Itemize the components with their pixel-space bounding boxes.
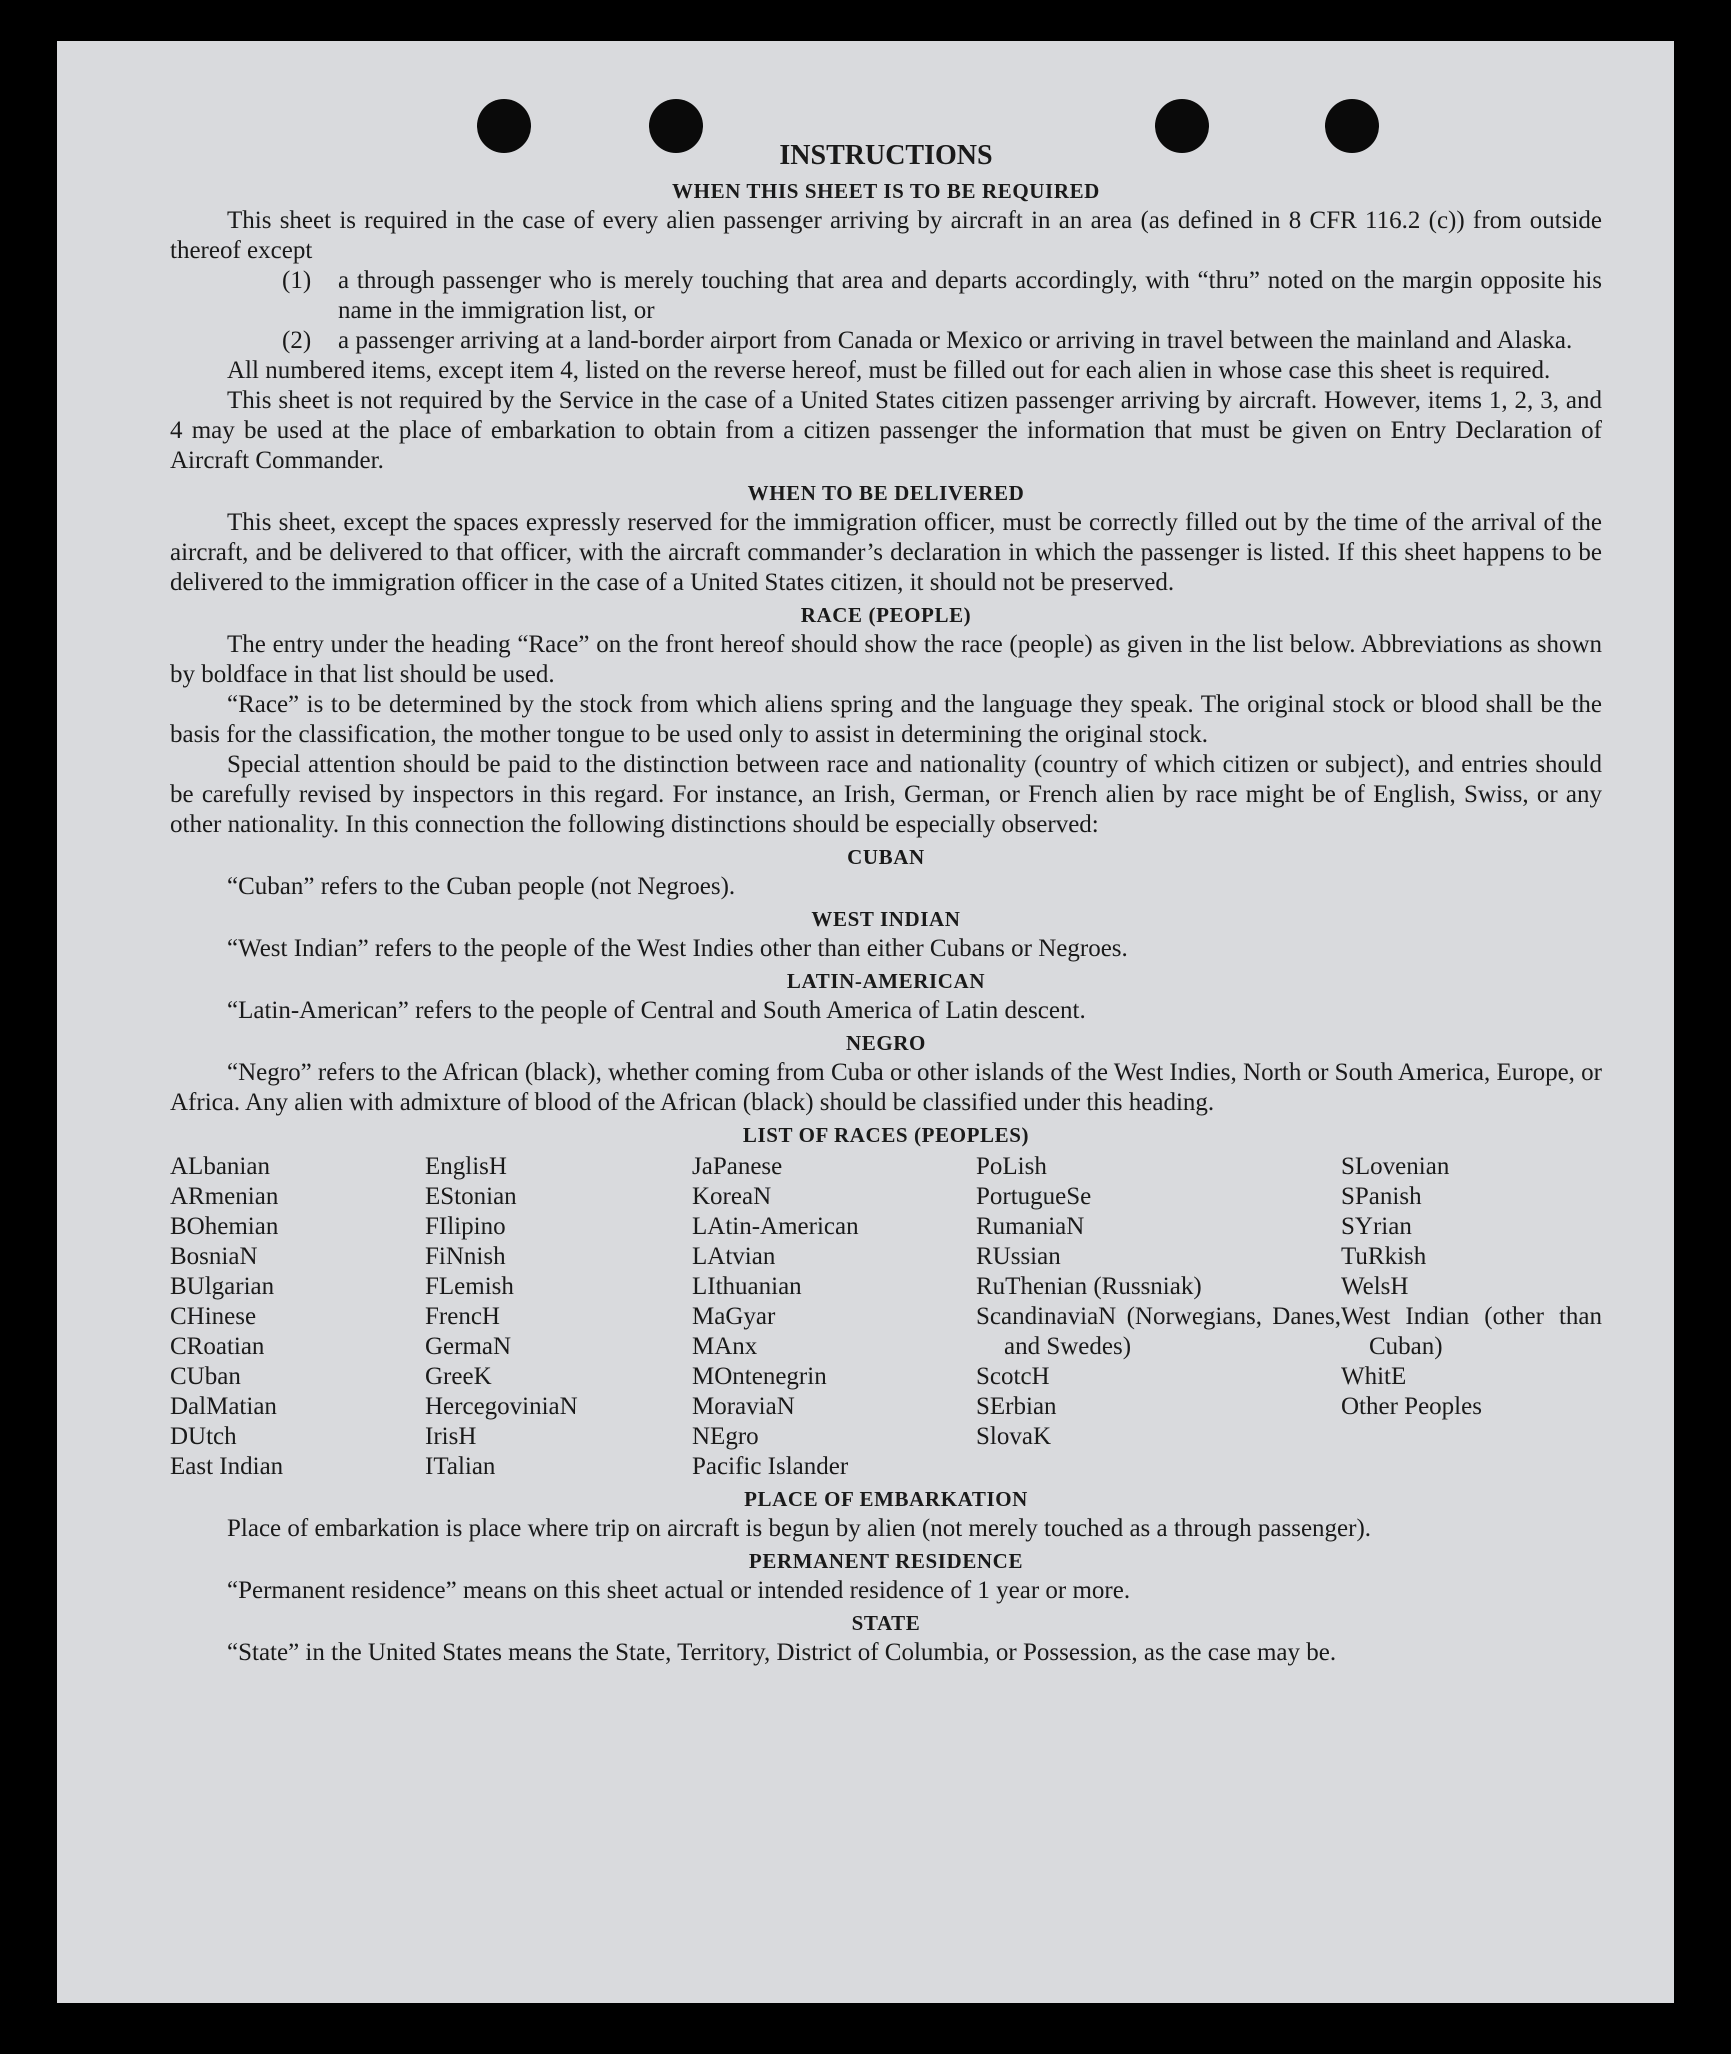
definition-text: “Latin-American” refers to the people of Central and South America of Latin descent. bbox=[227, 997, 1086, 1024]
item-number: (2) bbox=[282, 327, 312, 354]
race-entry: ALbanian bbox=[170, 1153, 270, 1180]
race-entry: MOntenegrin bbox=[692, 1363, 827, 1390]
races-column-2 bbox=[425, 1152, 692, 1482]
page-title: INSTRUCTIONS bbox=[779, 140, 993, 171]
race-entry: IrisH bbox=[425, 1423, 477, 1450]
race-entry: LAtvian bbox=[692, 1243, 776, 1270]
race-entry: ARmenian bbox=[170, 1183, 279, 1210]
section-heading-list-of-races: LIST OF RACES (PEOPLES) bbox=[742, 1123, 1030, 1147]
item-text: a through passenger who is merely touching that area and departs accordingly, with “thru” noted on the margin opposite his name in the immigration list, or bbox=[338, 267, 1602, 324]
race-entry: LIthuanian bbox=[692, 1273, 802, 1300]
item-number: (1) bbox=[282, 267, 312, 294]
paragraph: “State” in the United States means the State, Territory, District of Columbia, or Possession, as the case may be. bbox=[227, 1639, 1337, 1666]
race-entry: EnglisH bbox=[425, 1153, 507, 1180]
race-entry: DUtch bbox=[170, 1423, 237, 1450]
race-entry: SLovenian bbox=[1341, 1153, 1450, 1180]
paragraph: This sheet, except the spaces expressly reserved for the immigration officer, must be correctly filled out by the time of the arrival of the aircraft, and be delivered to that officer, with the aircraft commander’s declaration in which the passenger is listed. If this sheet happens to be delivered to the immigration officer in the case of a United States citizen, it should not be preserved. bbox=[170, 509, 1602, 596]
race-entry: WelsH bbox=[1341, 1273, 1409, 1300]
instructions-content bbox=[170, 136, 1602, 1668]
race-entry: RUssian bbox=[976, 1243, 1061, 1270]
race-entry: NEgro bbox=[692, 1423, 759, 1450]
paragraph: All numbered items, except item 4, listed on the reverse hereof, must be filled out for each alien in whose case this sheet is required. bbox=[227, 357, 1551, 384]
race-entry: KoreaN bbox=[692, 1183, 772, 1210]
race-entry: ScotcH bbox=[976, 1363, 1050, 1390]
section-heading-when-delivered: WHEN TO BE DELIVERED bbox=[747, 481, 1025, 505]
definition-text: “Negro” refers to the African (black), whether coming from Cuba or other islands of the West Indies, North or South America, Europe, or Africa. Any alien with admixture of blood of the African (black) should be classified under this heading. bbox=[170, 1059, 1602, 1116]
race-entry: SYrian bbox=[1341, 1213, 1412, 1240]
race-entry: DalMatian bbox=[170, 1393, 277, 1420]
section-heading-cuban: CUBAN bbox=[847, 845, 925, 869]
race-entry: West Indian (other than Cuban) bbox=[1341, 1303, 1602, 1360]
race-entry: CUban bbox=[170, 1363, 241, 1390]
race-entry: WhitE bbox=[1341, 1363, 1407, 1390]
race-entry: MaGyar bbox=[692, 1303, 776, 1330]
paragraph: The entry under the heading “Race” on the front hereof should show the race (people) as given in the list below. Abbreviations as shown by boldface in that list should be used. bbox=[170, 631, 1602, 688]
race-entry: TuRkish bbox=[1341, 1243, 1427, 1270]
section-heading-negro: NEGRO bbox=[845, 1031, 926, 1055]
race-entry: FiNnish bbox=[425, 1243, 506, 1270]
definition-text: “Cuban” refers to the Cuban people (not Negroes). bbox=[227, 873, 736, 900]
race-entry: FrencH bbox=[425, 1303, 500, 1330]
section-heading-state: STATE bbox=[851, 1611, 921, 1635]
races-column-5 bbox=[1341, 1152, 1602, 1482]
races-list bbox=[170, 1152, 1602, 1482]
race-entry: FIlipino bbox=[425, 1213, 506, 1240]
race-entry: GreeK bbox=[425, 1363, 492, 1390]
race-entry: CHinese bbox=[170, 1303, 257, 1330]
race-entry: EStonian bbox=[425, 1183, 517, 1210]
definition-text: “West Indian” refers to the people of the West Indies other than either Cubans or Negroes. bbox=[227, 935, 1128, 962]
race-entry: Pacific Islander bbox=[692, 1453, 849, 1480]
document-page bbox=[57, 41, 1674, 2003]
race-entry: MAnx bbox=[692, 1333, 758, 1360]
item-text: a passenger arriving at a land-border airport from Canada or Mexico or arriving in travel between the mainland and Alaska. bbox=[338, 327, 1573, 354]
race-entry: SlovaK bbox=[976, 1423, 1051, 1450]
race-entry: Other Peoples bbox=[1341, 1393, 1482, 1420]
race-entry: PoLish bbox=[976, 1153, 1047, 1180]
race-entry: SPanish bbox=[1341, 1183, 1422, 1210]
race-entry: RuThenian (Russniak) bbox=[976, 1273, 1202, 1300]
race-entry: BosniaN bbox=[170, 1243, 258, 1270]
races-column-3 bbox=[692, 1152, 976, 1482]
list-item bbox=[282, 326, 1602, 356]
section-heading-embarkation: PLACE OF EMBARKATION bbox=[744, 1487, 1028, 1511]
paragraph: Place of embarkation is place where trip on aircraft is begun by alien (not merely touched as a through passenger). bbox=[227, 1515, 1372, 1542]
race-entry: RumaniaN bbox=[976, 1213, 1085, 1240]
race-entry: ITalian bbox=[425, 1453, 496, 1480]
section-heading-latin-american: LATIN-AMERICAN bbox=[786, 969, 986, 993]
section-heading-when-required: WHEN THIS SHEET IS TO BE REQUIRED bbox=[672, 179, 1100, 203]
race-entry: East Indian bbox=[170, 1453, 284, 1480]
list-item bbox=[282, 266, 1602, 326]
paragraph: This sheet is not required by the Service in the case of a United States citizen passenger arriving by aircraft. However, items 1, 2, 3, and 4 may be used at the place of embarkation to obtain from a citizen passenger the information that must be given on Entry Declaration of Aircraft Commander. bbox=[170, 387, 1602, 474]
race-entry: BOhemian bbox=[170, 1213, 279, 1240]
races-column-4 bbox=[976, 1152, 1341, 1482]
race-entry: BUlgarian bbox=[170, 1273, 275, 1300]
race-entry: JaPanese bbox=[692, 1153, 783, 1180]
race-entry: HercegoviniaN bbox=[425, 1393, 578, 1420]
section-heading-race: RACE (PEOPLE) bbox=[800, 603, 972, 627]
section-heading-west-indian: WEST INDIAN bbox=[811, 907, 961, 931]
paragraph: “Permanent residence” means on this sheet actual or intended residence of 1 year or more. bbox=[227, 1577, 1131, 1604]
race-entry: SErbian bbox=[976, 1393, 1057, 1420]
race-entry: GermaN bbox=[425, 1333, 512, 1360]
section-heading-residence: PERMANENT RESIDENCE bbox=[748, 1549, 1024, 1573]
paragraph: This sheet is required in the case of every alien passenger arriving by aircraft in an area (as defined in 8 CFR 116.2 (c)) from outside thereof except bbox=[170, 207, 1602, 264]
race-entry: PortugueSe bbox=[976, 1183, 1092, 1210]
races-column-1 bbox=[170, 1152, 425, 1482]
race-entry: CRoatian bbox=[170, 1333, 265, 1360]
race-entry: LAtin-American bbox=[692, 1213, 859, 1240]
race-entry: MoraviaN bbox=[692, 1393, 795, 1420]
paragraph: Special attention should be paid to the distinction between race and nationality (country of which citizen or subject), and entries should be carefully revised by inspectors in this regard. For instance, an Irish, German, or French alien by race might be of English, Swiss, or any other nationality. In this connection the following distinctions should be especially observed: bbox=[170, 751, 1602, 838]
race-entry: ScandinaviaN (Norwegians, Danes, and Swedes) bbox=[976, 1303, 1341, 1360]
paragraph: “Race” is to be determined by the stock from which aliens spring and the language they speak. The original stock or blood shall be the basis for the classification, the mother tongue to be used only to assist in determining the original stock. bbox=[170, 691, 1602, 748]
race-entry: FLemish bbox=[425, 1273, 514, 1300]
